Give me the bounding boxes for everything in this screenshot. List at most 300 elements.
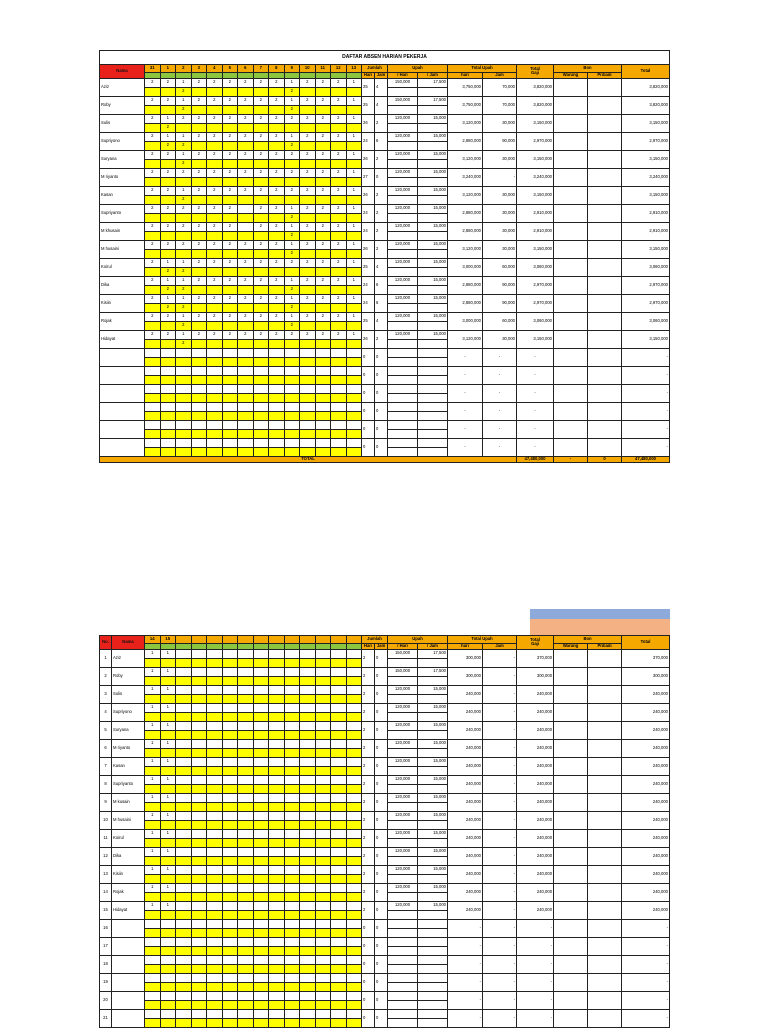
day-cell-sub bbox=[300, 1000, 316, 1009]
day-cell bbox=[331, 883, 347, 892]
day-cell: 2 bbox=[176, 168, 192, 177]
day-cell bbox=[238, 829, 254, 838]
row-total-jam: 30,000 bbox=[483, 240, 517, 258]
day-cell bbox=[346, 366, 362, 375]
day-cell-sub bbox=[269, 87, 285, 96]
day-cell-sub bbox=[269, 411, 285, 420]
header-total: Total bbox=[622, 636, 670, 650]
day-cell: 2 bbox=[160, 330, 176, 339]
row-name bbox=[100, 402, 145, 420]
day-cell-sub bbox=[191, 321, 207, 330]
day-cell: 1 bbox=[346, 114, 362, 123]
day-cell-sub bbox=[346, 177, 362, 186]
day-cell-sub bbox=[160, 411, 176, 420]
row-upah-sub bbox=[388, 802, 418, 811]
day-cell-sub bbox=[176, 712, 192, 721]
row-hari: 2 bbox=[362, 901, 375, 919]
day-cell bbox=[300, 901, 316, 910]
day-cell bbox=[191, 703, 207, 712]
day-cell-sub bbox=[269, 928, 285, 937]
day-cell-sub bbox=[269, 141, 285, 150]
day-cell bbox=[346, 973, 362, 982]
day-cell bbox=[300, 811, 316, 820]
day-cell-sub bbox=[253, 123, 269, 132]
day-cell bbox=[253, 955, 269, 964]
row-warung bbox=[554, 667, 588, 685]
day-cell-sub bbox=[253, 447, 269, 456]
row-total-hari: 240,000 bbox=[448, 811, 483, 829]
day-cell-sub bbox=[160, 339, 176, 348]
day-cell-sub bbox=[160, 105, 176, 114]
day-cell-sub bbox=[238, 820, 254, 829]
row-hari: 26 bbox=[362, 150, 375, 168]
day-cell: 2 bbox=[191, 186, 207, 195]
day-cell-sub bbox=[315, 411, 331, 420]
day-cell-sub bbox=[176, 177, 192, 186]
day-cell-sub bbox=[315, 910, 331, 919]
row-name: Kasan bbox=[100, 186, 145, 204]
row-jam: 0 bbox=[375, 811, 388, 829]
day-cell-sub bbox=[315, 892, 331, 901]
row-warung bbox=[554, 78, 588, 96]
day-cell-sub bbox=[238, 447, 254, 456]
row-name: Rojak bbox=[100, 312, 145, 330]
row-upah-hari: 120,000 bbox=[388, 847, 418, 856]
row-total-hari: - bbox=[448, 366, 483, 384]
day-cell-sub bbox=[145, 910, 161, 919]
day-cell bbox=[284, 438, 300, 447]
day-cell-sub bbox=[284, 874, 300, 883]
day-cell-sub bbox=[238, 712, 254, 721]
day-cell bbox=[315, 865, 331, 874]
row-total-hari: 3,750,000 bbox=[448, 96, 483, 114]
day-cell-sub bbox=[222, 730, 238, 739]
row-upah-sub bbox=[388, 87, 418, 96]
day-cell: 1 bbox=[176, 186, 192, 195]
row-upah-sub bbox=[418, 87, 448, 96]
table-row bbox=[100, 919, 670, 928]
day-cell-sub bbox=[284, 838, 300, 847]
day-cell-sub: 2 bbox=[284, 321, 300, 330]
day-cell: 1 bbox=[284, 132, 300, 141]
row-upah-sub bbox=[418, 928, 448, 937]
day-cell-sub bbox=[222, 285, 238, 294]
row-total: 240,000 bbox=[622, 847, 670, 865]
day-cell-sub bbox=[284, 267, 300, 276]
day-cell bbox=[145, 991, 161, 1000]
day-cell-sub bbox=[191, 856, 207, 865]
day-cell-sub bbox=[191, 411, 207, 420]
day-cell-sub bbox=[346, 964, 362, 973]
day-cell-sub bbox=[315, 982, 331, 991]
row-upah-sub bbox=[418, 195, 448, 204]
day-cell bbox=[269, 649, 285, 658]
day-cell bbox=[207, 685, 223, 694]
day-cell-sub bbox=[315, 946, 331, 955]
day-cell-sub: 2 bbox=[176, 285, 192, 294]
row-no: 17 bbox=[100, 937, 112, 955]
row-gaji: - bbox=[517, 973, 554, 991]
row-total: 240,000 bbox=[622, 793, 670, 811]
day-cell: 2 bbox=[253, 330, 269, 339]
day-cell bbox=[176, 366, 192, 375]
day-cell-sub bbox=[284, 123, 300, 132]
day-cell-sub bbox=[331, 838, 347, 847]
day-cell bbox=[346, 420, 362, 429]
day-cell-sub bbox=[238, 375, 254, 384]
day-cell: 2 bbox=[269, 330, 285, 339]
day-cell: 1 bbox=[145, 685, 161, 694]
day-cell bbox=[160, 366, 176, 375]
day-cell-sub bbox=[238, 213, 254, 222]
day-cell-sub bbox=[145, 429, 161, 438]
day-cell: 2 bbox=[191, 114, 207, 123]
day-cell: 2 bbox=[222, 114, 238, 123]
row-warung bbox=[554, 240, 588, 258]
day-cell: 2 bbox=[300, 168, 316, 177]
day-cell-sub bbox=[191, 676, 207, 685]
row-upah-hari bbox=[388, 420, 418, 429]
row-total-jam: - bbox=[483, 955, 517, 973]
day-cell-sub bbox=[315, 874, 331, 883]
day-cell-sub bbox=[315, 231, 331, 240]
row-upah-sub bbox=[388, 694, 418, 703]
day-cell-sub bbox=[145, 195, 161, 204]
row-pribadi bbox=[588, 739, 622, 757]
day-cell-sub bbox=[207, 87, 223, 96]
day-cell-sub bbox=[160, 838, 176, 847]
day-cell bbox=[253, 438, 269, 447]
day-cell bbox=[207, 865, 223, 874]
day-cell bbox=[346, 667, 362, 676]
day-cell bbox=[207, 739, 223, 748]
row-hari: 24 bbox=[362, 276, 375, 294]
day-cell-sub bbox=[160, 910, 176, 919]
row-gaji: 240,000 bbox=[517, 775, 554, 793]
row-upah-jam: 17,500 bbox=[418, 96, 448, 105]
day-cell: 2 bbox=[145, 294, 161, 303]
day-cell: 1 bbox=[346, 168, 362, 177]
day-cell: 2 bbox=[160, 168, 176, 177]
day-cell bbox=[145, 1009, 161, 1018]
peach-band bbox=[530, 619, 670, 635]
day-cell: 1 bbox=[145, 793, 161, 802]
day-cell bbox=[253, 793, 269, 802]
day-cell-sub bbox=[315, 87, 331, 96]
row-total: - bbox=[622, 438, 670, 456]
day-cell-sub bbox=[284, 177, 300, 186]
day-cell: 2 bbox=[191, 276, 207, 285]
day-cell bbox=[176, 973, 192, 982]
header-total-gaji-1: Total bbox=[530, 636, 540, 642]
row-upah-sub bbox=[418, 658, 448, 667]
day-cell: 2 bbox=[331, 96, 347, 105]
day-cell: 2 bbox=[191, 312, 207, 321]
day-cell: 2 bbox=[176, 114, 192, 123]
row-upah-sub bbox=[388, 159, 418, 168]
day-cell-sub bbox=[300, 730, 316, 739]
day-cell-sub bbox=[207, 964, 223, 973]
day-cell-sub bbox=[346, 766, 362, 775]
day-cell-sub bbox=[176, 213, 192, 222]
row-jam: 0 bbox=[375, 685, 388, 703]
day-cell bbox=[191, 420, 207, 429]
day-cell-sub bbox=[207, 393, 223, 402]
day-cell bbox=[331, 703, 347, 712]
day-cell-sub bbox=[315, 393, 331, 402]
day-cell: 2 bbox=[145, 312, 161, 321]
day-cell-sub bbox=[331, 159, 347, 168]
day-cell: 2 bbox=[284, 114, 300, 123]
row-no: 13 bbox=[100, 865, 112, 883]
day-cell-sub bbox=[207, 159, 223, 168]
day-cell-sub bbox=[331, 303, 347, 312]
day-cell-sub bbox=[207, 357, 223, 366]
day-cell: 2 bbox=[269, 204, 285, 213]
day-cell bbox=[238, 865, 254, 874]
day-cell bbox=[315, 955, 331, 964]
row-warung bbox=[554, 685, 588, 703]
day-cell bbox=[331, 721, 347, 730]
row-total-jam: 60,000 bbox=[483, 312, 517, 330]
day-cell: 1 bbox=[160, 667, 176, 676]
day-cell-sub bbox=[300, 856, 316, 865]
day-cell: 2 bbox=[253, 132, 269, 141]
day-cell-sub bbox=[160, 784, 176, 793]
day-cell: 1 bbox=[160, 114, 176, 123]
row-total: 240,000 bbox=[622, 721, 670, 739]
attendance-table-1 bbox=[99, 50, 670, 463]
day-cell-sub bbox=[145, 964, 161, 973]
day-cell: 1 bbox=[346, 132, 362, 141]
day-cell: 2 bbox=[176, 222, 192, 231]
day-cell: 1 bbox=[284, 312, 300, 321]
day-cell bbox=[207, 402, 223, 411]
day-cell bbox=[176, 667, 192, 676]
day-cell: 1 bbox=[160, 847, 176, 856]
day-cell bbox=[331, 847, 347, 856]
row-warung bbox=[554, 294, 588, 312]
row-jam: 0 bbox=[375, 955, 388, 973]
day-cell-sub bbox=[253, 946, 269, 955]
row-upah-sub bbox=[418, 105, 448, 114]
row-upah-sub bbox=[388, 375, 418, 384]
day-cell-sub bbox=[269, 249, 285, 258]
day-cell-sub bbox=[222, 1018, 238, 1027]
header-hari: Hari bbox=[362, 644, 375, 650]
day-cell bbox=[176, 991, 192, 1000]
day-cell bbox=[176, 438, 192, 447]
day-cell bbox=[315, 703, 331, 712]
row-hari: 0 bbox=[362, 973, 375, 991]
day-cell: 2 bbox=[145, 78, 161, 87]
day-cell bbox=[269, 793, 285, 802]
day-cell: 2 bbox=[207, 294, 223, 303]
day-cell bbox=[284, 1009, 300, 1018]
day-cell bbox=[253, 667, 269, 676]
day-cell-sub bbox=[253, 195, 269, 204]
row-gaji: 240,000 bbox=[517, 847, 554, 865]
day-cell: 1 bbox=[176, 330, 192, 339]
day-cell: 2 bbox=[207, 96, 223, 105]
day-cell-sub: 2 bbox=[176, 321, 192, 330]
day-cell: 1 bbox=[145, 721, 161, 730]
day-cell-sub bbox=[284, 411, 300, 420]
day-cell-sub bbox=[207, 892, 223, 901]
row-hari: 2 bbox=[362, 685, 375, 703]
day-cell bbox=[207, 829, 223, 838]
day-cell-sub bbox=[315, 766, 331, 775]
header-day bbox=[315, 636, 331, 644]
row-gaji: 240,000 bbox=[517, 811, 554, 829]
day-cell-sub bbox=[191, 946, 207, 955]
day-cell-sub bbox=[191, 964, 207, 973]
day-cell-sub bbox=[346, 730, 362, 739]
day-cell-sub bbox=[160, 159, 176, 168]
day-cell-sub bbox=[222, 411, 238, 420]
day-cell-sub bbox=[269, 784, 285, 793]
day-cell-sub bbox=[300, 429, 316, 438]
header-day bbox=[253, 636, 269, 644]
day-cell-sub bbox=[331, 141, 347, 150]
row-warung bbox=[554, 937, 588, 955]
day-cell bbox=[346, 865, 362, 874]
day-cell-sub bbox=[253, 375, 269, 384]
row-upah-jam: 15,000 bbox=[418, 330, 448, 339]
day-cell-sub bbox=[253, 213, 269, 222]
day-cell bbox=[207, 667, 223, 676]
day-cell-sub bbox=[284, 447, 300, 456]
day-cell-sub bbox=[331, 123, 347, 132]
day-cell bbox=[284, 973, 300, 982]
day-cell-sub bbox=[238, 1018, 254, 1027]
header-day: 15 bbox=[160, 636, 176, 644]
day-cell-sub bbox=[145, 1018, 161, 1027]
day-cell: 2 bbox=[160, 78, 176, 87]
row-pribadi bbox=[588, 330, 622, 348]
day-cell-sub bbox=[284, 712, 300, 721]
day-cell-sub bbox=[315, 748, 331, 757]
day-cell-sub bbox=[253, 267, 269, 276]
day-cell bbox=[284, 865, 300, 874]
row-total-hari: - bbox=[448, 384, 483, 402]
row-pribadi bbox=[588, 222, 622, 240]
row-pribadi bbox=[588, 937, 622, 955]
day-cell-sub bbox=[331, 820, 347, 829]
row-hari: 24 bbox=[362, 222, 375, 240]
day-cell: 2 bbox=[315, 258, 331, 267]
day-cell bbox=[238, 775, 254, 784]
table-row bbox=[100, 240, 670, 249]
day-cell bbox=[315, 420, 331, 429]
day-cell-sub bbox=[284, 393, 300, 402]
row-total-hari: - bbox=[448, 955, 483, 973]
day-cell bbox=[346, 438, 362, 447]
day-cell bbox=[284, 703, 300, 712]
row-no: 5 bbox=[100, 721, 112, 739]
day-cell bbox=[238, 438, 254, 447]
day-cell: 2 bbox=[145, 330, 161, 339]
day-cell bbox=[300, 991, 316, 1000]
day-cell-sub bbox=[315, 429, 331, 438]
day-cell: 2 bbox=[222, 240, 238, 249]
row-warung bbox=[554, 114, 588, 132]
day-cell bbox=[269, 847, 285, 856]
total-bon: - bbox=[554, 456, 588, 462]
row-upah-jam: 15,000 bbox=[418, 186, 448, 195]
day-cell: 2 bbox=[331, 312, 347, 321]
day-cell bbox=[300, 721, 316, 730]
table-row bbox=[100, 78, 670, 87]
row-name: Kasan bbox=[112, 757, 145, 775]
row-upah-sub bbox=[388, 838, 418, 847]
day-cell-sub bbox=[191, 231, 207, 240]
day-cell-sub bbox=[300, 231, 316, 240]
day-cell bbox=[191, 667, 207, 676]
header-upah: Upah bbox=[388, 65, 448, 73]
day-cell-sub bbox=[269, 712, 285, 721]
row-total: 2,970,000 bbox=[622, 276, 670, 294]
day-cell: 2 bbox=[331, 240, 347, 249]
day-cell: 2 bbox=[269, 150, 285, 159]
day-cell-sub bbox=[315, 159, 331, 168]
day-cell-sub bbox=[238, 123, 254, 132]
day-cell-sub bbox=[346, 375, 362, 384]
row-total: - bbox=[622, 402, 670, 420]
total-row bbox=[100, 456, 670, 462]
row-upah-jam bbox=[418, 1009, 448, 1018]
day-cell bbox=[315, 811, 331, 820]
row-upah-sub bbox=[418, 820, 448, 829]
day-cell: 2 bbox=[176, 204, 192, 213]
row-total-jam: - bbox=[483, 667, 517, 685]
row-total-jam: - bbox=[483, 168, 517, 186]
day-cell bbox=[145, 955, 161, 964]
table-row bbox=[100, 96, 670, 105]
day-cell: 2 bbox=[331, 78, 347, 87]
day-cell: 2 bbox=[269, 222, 285, 231]
row-jam: 6 bbox=[375, 294, 388, 312]
day-cell bbox=[331, 649, 347, 658]
header-total-gaji bbox=[517, 65, 554, 79]
row-warung bbox=[554, 973, 588, 991]
day-cell: 2 bbox=[315, 204, 331, 213]
row-pribadi bbox=[588, 204, 622, 222]
day-cell-sub bbox=[269, 748, 285, 757]
row-name: M riyanto bbox=[100, 168, 145, 186]
row-name: Aziz bbox=[100, 78, 145, 96]
day-cell-sub bbox=[191, 1000, 207, 1009]
day-cell-sub bbox=[300, 982, 316, 991]
day-cell-sub bbox=[269, 838, 285, 847]
day-cell bbox=[222, 739, 238, 748]
day-cell bbox=[160, 348, 176, 357]
row-jam: 0 bbox=[375, 793, 388, 811]
day-cell-sub bbox=[145, 231, 161, 240]
day-cell-sub bbox=[269, 231, 285, 240]
row-gaji: 3,240,000 bbox=[517, 168, 554, 186]
day-cell-sub bbox=[331, 964, 347, 973]
day-cell-sub bbox=[191, 730, 207, 739]
day-cell: 2 bbox=[331, 330, 347, 339]
row-no: 10 bbox=[100, 811, 112, 829]
day-cell bbox=[253, 649, 269, 658]
row-gaji: 370,000 bbox=[517, 649, 554, 667]
row-warung bbox=[554, 150, 588, 168]
day-cell-sub bbox=[315, 928, 331, 937]
day-cell-sub bbox=[238, 874, 254, 883]
day-cell-sub: 2 bbox=[176, 87, 192, 96]
